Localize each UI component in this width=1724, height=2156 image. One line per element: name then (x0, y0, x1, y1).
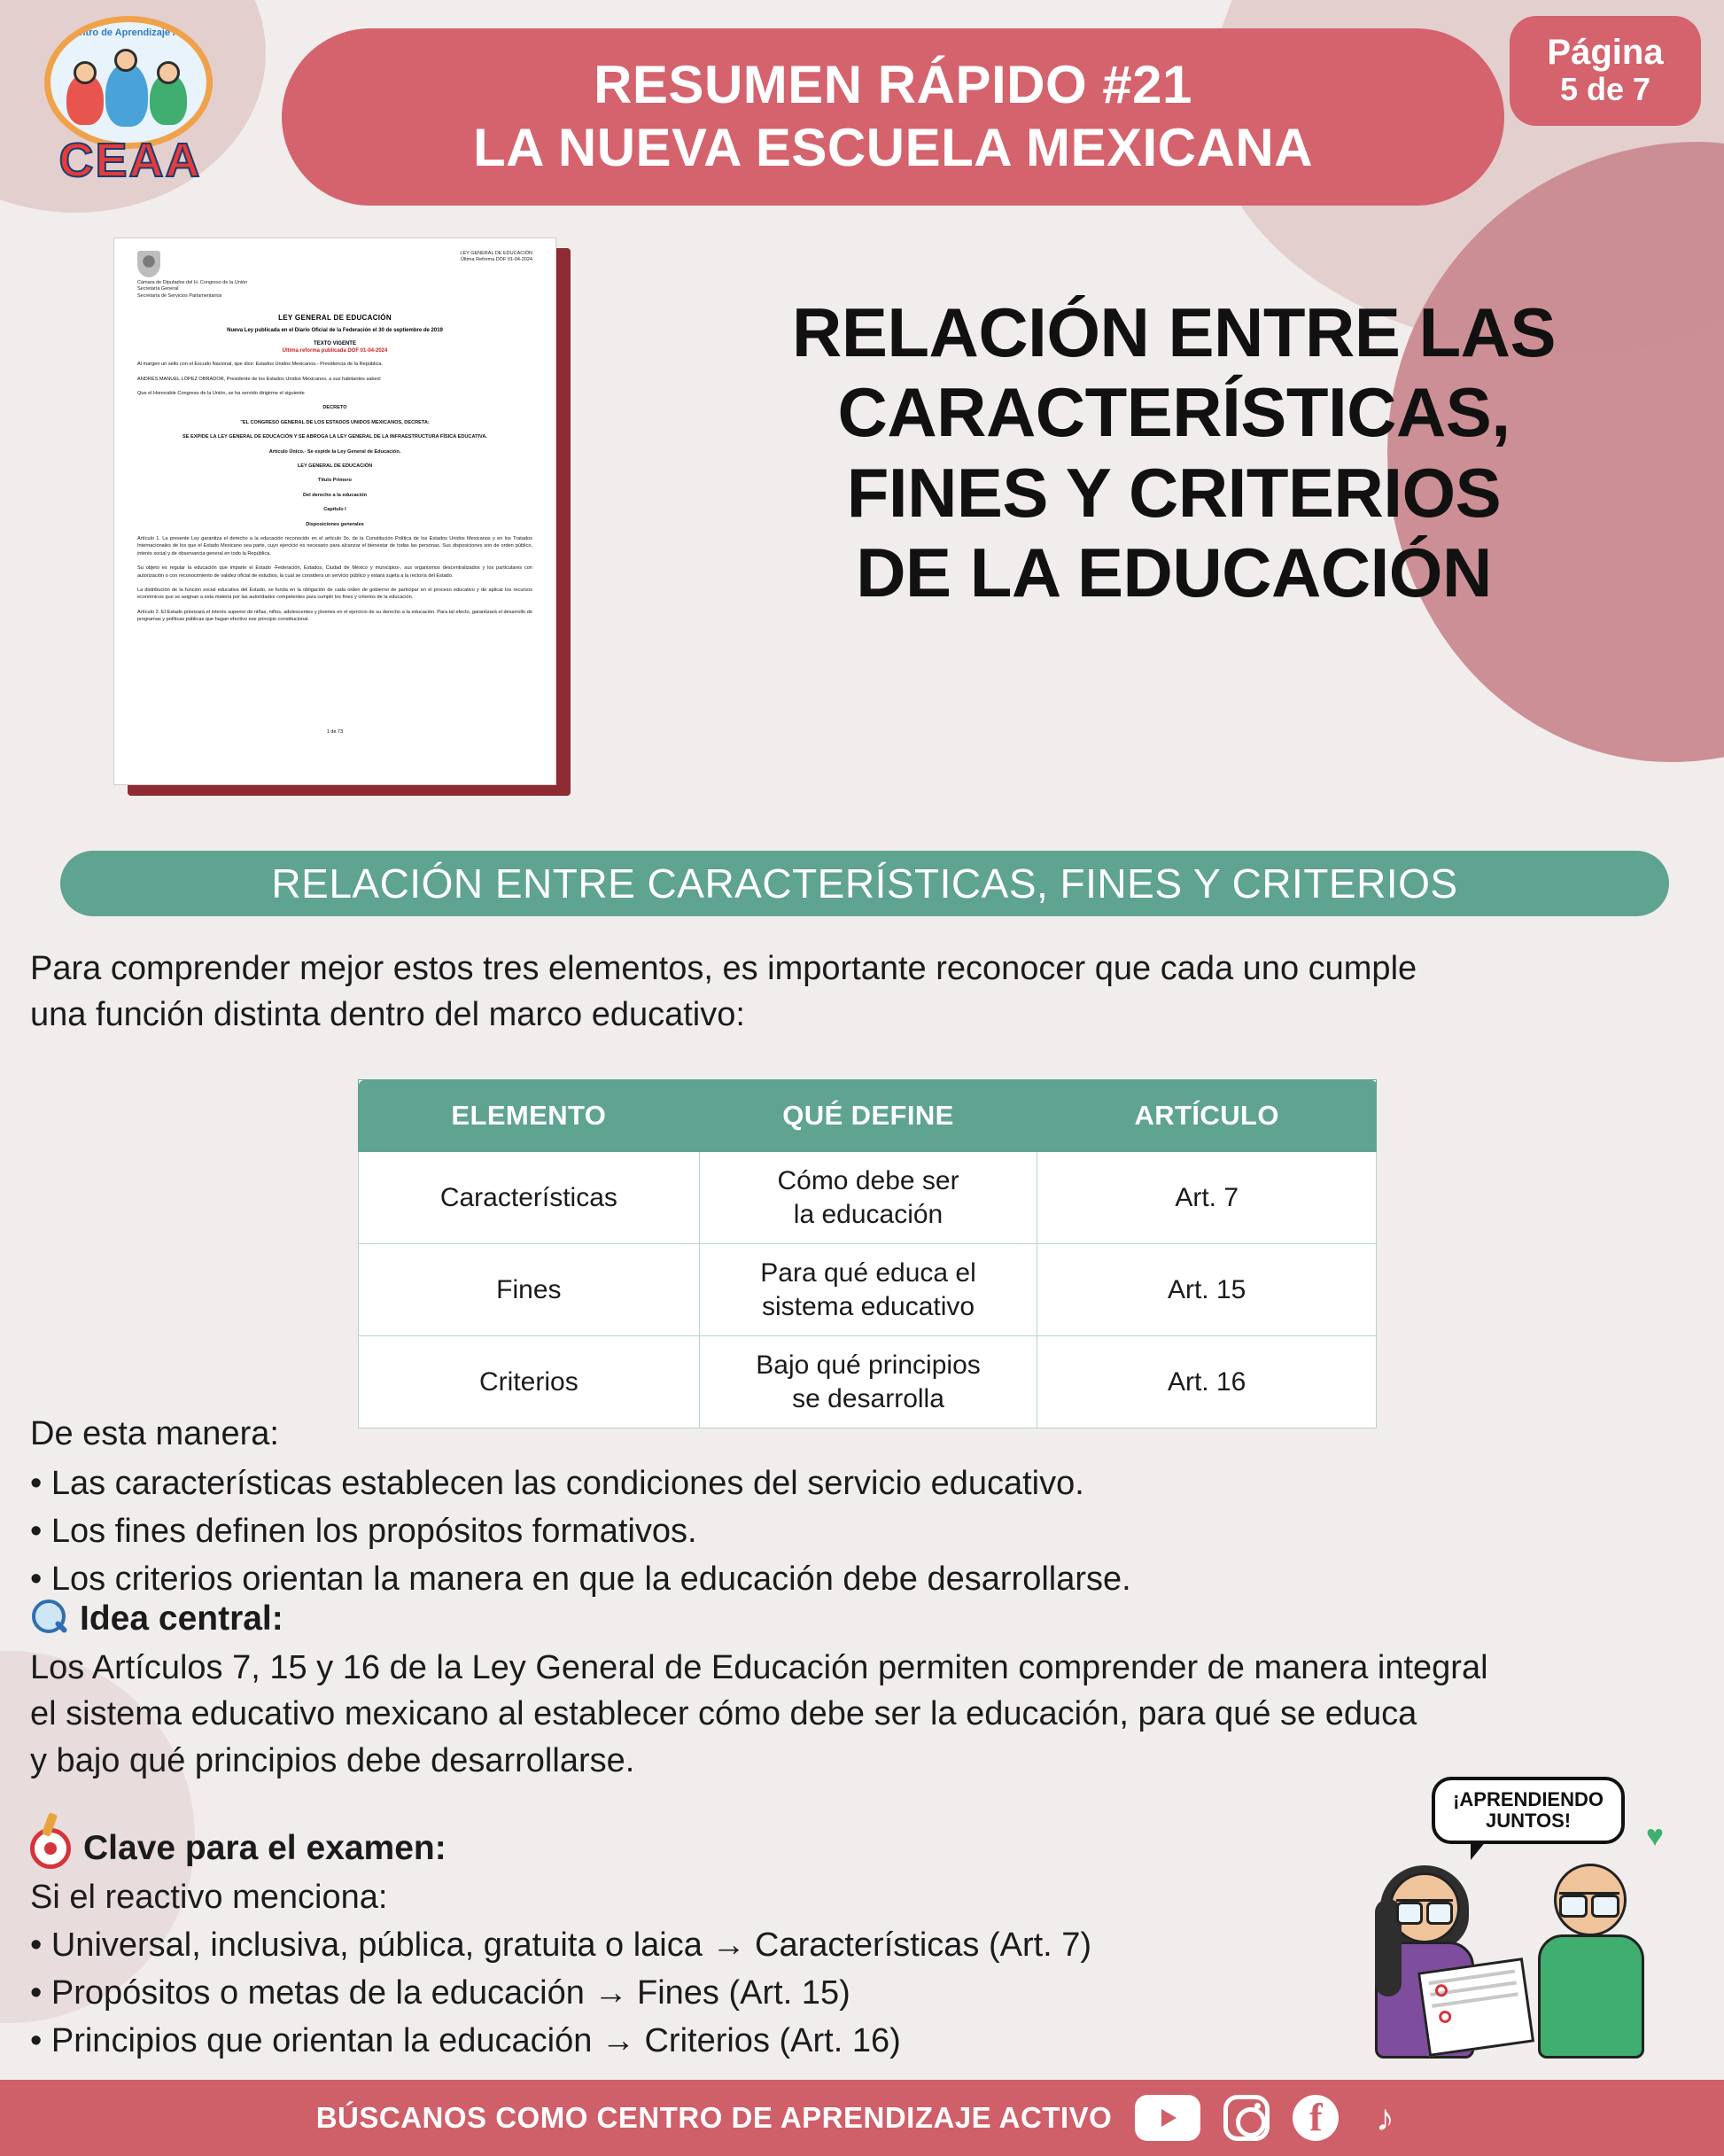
clave-examen-title: Clave para el examen: (83, 1829, 447, 1867)
cell-elemento-2: Fines (359, 1244, 700, 1336)
list-item: • Principios que orientan la educación → Criterios (Art. 16) (30, 2022, 901, 2060)
footer-text: BÚSCANOS COMO CENTRO DE APRENDIZAJE ACTIVO (315, 2101, 1113, 2134)
list-item: • Las características establecen las condiciones del servicio educativo. (30, 1464, 1084, 1502)
doc-p2: ANDRÉS MANUEL LÓPEZ OBRADOR, Presidente de los Estados Unidos Mexicanos, a sus habitantes sabed: (137, 376, 382, 382)
clave-examen-heading (30, 1824, 1288, 1872)
cell-define-2-line2: sistema educativo (761, 1291, 975, 1321)
doc-p15: La distribución de la función social educativa del Estado, se funda en la obligación de cada orden de gobierno de participar en el proceso educativo y de aplicar los recursos económicos que se asignan a esta materia por las autoridades competentes para cumplir los fines y criterios de la educación. (137, 587, 532, 601)
doc-header-right-1: LEY GENERAL DE EDUCACIÓN (460, 251, 532, 256)
cell-articulo-3: Art. 16 (1037, 1336, 1377, 1428)
page-title-line-1: RELACIÓN ENTRE LAS (791, 293, 1557, 371)
doc-ultima-reforma: Última reforma publicada DOF 01-04-2024 (282, 348, 388, 354)
doc-p12: Disposiciones generales (306, 521, 364, 527)
logo-arc-text: Centro de Aprendizaje Activo (66, 27, 203, 38)
man-glasses-icon (1559, 1892, 1619, 1910)
page-title-line-4: DE LA EDUCACIÓN (856, 533, 1492, 612)
doc-p5: "EL CONGRESO GENERAL DE LOS ESTADOS UNIDOS MEXICANOS, DECRETA: (240, 419, 430, 425)
idea-central-line-3: y bajo qué principios debe desarrollarse. (30, 1741, 635, 1779)
woman-glasses-icon (1396, 1899, 1453, 1917)
clave-examen-bullet-list (30, 1922, 1288, 2066)
doc-p11: Capítulo I (323, 507, 346, 513)
doc-p8: LEY GENERAL DE EDUCACIÓN (297, 463, 373, 469)
header-title-line-2: LA NUEVA ESCUELA MEXICANA (472, 118, 1314, 177)
page-title-line-2: CARACTERÍSTICAS, (837, 373, 1510, 452)
table-header-elemento: ELEMENTO (359, 1080, 700, 1152)
logo-kid-head-1 (74, 61, 97, 84)
man-body (1538, 1934, 1644, 2059)
logo-kid-head-2 (114, 49, 137, 72)
idea-central-line-2: el sistema educativo mexicano al establecer cómo debe ser la educación, para qué se educa (30, 1695, 1417, 1733)
doc-texto-vigente: TEXTO VIGENTE (314, 341, 356, 347)
intro-line-1: Para comprender mejor estos tres elementos, es importante reconocer que cada uno cumple (30, 950, 1417, 987)
doc-title: LEY GENERAL DE EDUCACIÓN (278, 314, 392, 323)
doc-p4: DECRETO (322, 405, 347, 411)
table-row (359, 1244, 1377, 1336)
speech-bubble-line-2: JUNTOS! (1485, 1810, 1572, 1833)
document-header (137, 251, 532, 300)
clave-examen-lead: Si el reactivo menciona: (30, 1879, 388, 1917)
facebook-icon[interactable]: f (1293, 2095, 1339, 2141)
doc-subtitle: Nueva Ley publicada en el Diario Oficial de la Federación el 30 de septiembre de 2019 (227, 328, 443, 334)
cell-articulo-2: Art. 15 (1037, 1244, 1377, 1336)
doc-header-left-3: Secretaría de Servicios Parlamentarios (137, 292, 222, 299)
comparison-table (358, 1079, 1377, 1428)
cell-elemento-1: Características (359, 1152, 700, 1244)
table-header-articulo: ARTÍCULO (1037, 1080, 1377, 1152)
cell-define-1-line1: Cómo debe ser (777, 1166, 959, 1195)
section-heading-bar (60, 851, 1669, 916)
heart-icon: ♥ (1645, 1819, 1664, 1853)
idea-central-title: Idea central: (80, 1599, 283, 1638)
doc-p7: Artículo Único.- Se expide la Ley General de Educación. (268, 448, 401, 455)
law-document-thumbnail (113, 237, 574, 796)
cell-define-2-line1: Para qué educa el (760, 1258, 976, 1288)
after-table-lead: De esta manera: (30, 1415, 279, 1452)
list-item: • Los criterios orientan la manera en que la educación debe desarrollarse. (30, 1560, 1131, 1598)
list-item: • Universal, inclusiva, pública, gratuita o laica → Características (Art. 7) (30, 1926, 1092, 1965)
doc-p1: Al margen un sello con el Escudo Nacional, que dice: Estados Unidos Mexicanos.- Presidencia de la República. (137, 362, 384, 368)
doc-p16: Artículo 2. El Estado priorizará el interés superior de niñas, niños, adolescentes y jóvenes en el ejercicio de su derecho a la educación. Para tal efecto, garantizará el desarrollo de programas y políticas públicas que hagan efectivo ese principio constitucional. (137, 609, 532, 623)
cell-define-1 (699, 1152, 1037, 1244)
mascot-man (1511, 1864, 1671, 2059)
page-badge-label: Página (1547, 33, 1664, 73)
header-title-line-1: RESUMEN RÁPIDO #21 (594, 55, 1192, 115)
page-title (673, 292, 1674, 613)
logo-wordmark: CEAA (58, 134, 202, 187)
after-table-bullet-list (30, 1460, 1705, 1604)
speech-bubble-line-1: ¡APRENDIENDO (1453, 1788, 1604, 1810)
cell-elemento-3: Criterios (359, 1336, 700, 1428)
page-number-badge (1510, 16, 1701, 126)
tiktok-icon[interactable]: ♪ (1375, 2097, 1394, 2138)
doc-header-right-2: Última Reforma DOF 01-04-2024 (460, 257, 532, 263)
header-title-band (282, 28, 1504, 206)
intro-paragraph (30, 946, 1705, 1038)
table-header-row (359, 1080, 1377, 1152)
doc-p14: Su objeto es regular la educación que imparte el Estado -Federación, Estados, Ciudad de México y municipios-, sus organismos descentralizados y los particulares con autorización o con reconocimiento de validez oficial de estudios, la cual se considera un servicio público y estará sujeta a la rectoría del Estado. (137, 565, 532, 579)
cell-define-2 (699, 1244, 1037, 1336)
table-row (359, 1152, 1377, 1244)
section-heading-text: RELACIÓN ENTRE CARACTERÍSTICAS, FINES Y CRITERIOS (271, 860, 1458, 907)
youtube-icon[interactable] (1135, 2095, 1200, 2141)
ceaa-logo (19, 16, 241, 187)
doc-header-left-1: Cámara de Diputados del H. Congreso de la Unión (137, 280, 248, 285)
clave-examen-section (30, 1824, 1288, 2066)
idea-central-line-1: Los Artículos 7, 15 y 16 de la Ley General de Educación permiten comprender de manera integral (30, 1648, 1488, 1686)
target-icon (30, 1828, 71, 1869)
doc-p6: SE EXPIDE LA LEY GENERAL DE EDUCACIÓN Y SE ABROGA LA LEY GENERAL DE LA INFRAESTRUCTURA FÍSICA EDUCATIVA. (182, 434, 487, 440)
logo-kid-head-3 (157, 61, 180, 84)
cell-define-1-line2: la educación (793, 1199, 944, 1229)
logo-circle (44, 16, 213, 149)
list-item: • Los fines definen los propósitos formativos. (30, 1512, 697, 1550)
logo-kid-blue (105, 63, 148, 127)
doc-page-number: 1 de 73 (326, 729, 344, 736)
doc-p10: Del derecho a la educación (302, 492, 368, 498)
idea-central-section (30, 1595, 1710, 1784)
intro-line-2: una función distinta dentro del marco educativo: (30, 995, 745, 1033)
list-item: • Propósitos o metas de la educación → Fines (Art. 15) (30, 1974, 850, 2012)
mascot-illustration (1316, 1788, 1689, 2059)
national-shield-icon (137, 251, 160, 277)
answer-sheet-icon (1417, 1958, 1534, 2057)
doc-p13: Artículo 1. La presente Ley garantiza el derecho a la educación reconocido en el artículo 3o. de la Constitución Política de los Estados Unidos Mexicanos y en los Tratados Internacionales de los que el Estado Mexicano sea parte, cuyo ejercicio es necesario para alcanzar el bienestar de todas las personas. Sus disposiciones son de orden público, interés social y de observancia general en todo la República. (137, 535, 532, 557)
idea-central-heading (30, 1595, 1710, 1643)
cell-define-3-line2: se desarrolla (792, 1383, 944, 1413)
speech-bubble (1432, 1777, 1625, 1844)
after-table-section (30, 1411, 1705, 1604)
magnifier-icon (30, 1599, 69, 1638)
page-title-line-3: FINES Y CRITERIOS (846, 453, 1502, 532)
page-badge-value: 5 de 7 (1559, 71, 1651, 108)
cell-articulo-1: Art. 7 (1037, 1152, 1377, 1244)
doc-p3: Que el Honorable Congreso de la Unión, se ha servido dirigirme el siguiente (137, 391, 305, 397)
doc-p9: Título Primero (318, 478, 352, 484)
doc-header-left-2: Secretaría General (137, 286, 179, 292)
answer-dot-2 (1438, 2010, 1452, 2024)
cell-define-3-line1: Bajo qué principios (756, 1350, 981, 1380)
table-header-que-define: QUÉ DEFINE (699, 1080, 1037, 1152)
document-page (113, 237, 556, 785)
footer-bar (0, 2080, 1724, 2156)
instagram-icon[interactable] (1223, 2095, 1270, 2141)
